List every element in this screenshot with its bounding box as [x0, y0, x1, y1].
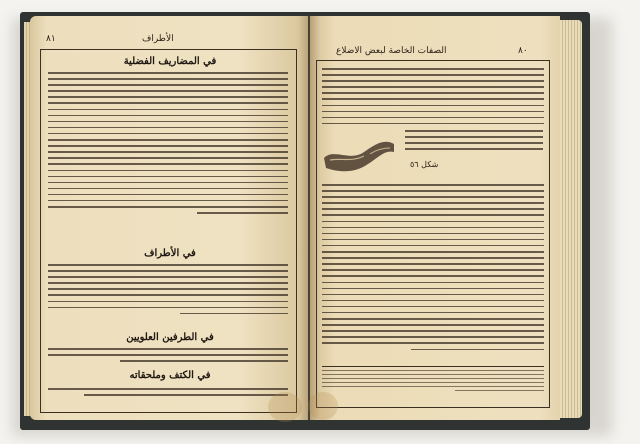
left-paragraph-4: [48, 388, 288, 404]
figure-caption: شكل ٥٦: [410, 160, 439, 169]
left-heading-2: في الأطراف: [144, 248, 196, 259]
right-paragraph-main: [322, 184, 544, 364]
page-stain: [308, 392, 338, 420]
page-stain: [268, 392, 302, 422]
right-footnote: [322, 370, 544, 402]
left-paragraph-3: [48, 348, 288, 368]
left-paragraph-2: [48, 264, 288, 322]
right-page-number: ٨٠: [518, 46, 528, 56]
footnote-divider: [322, 366, 544, 367]
right-paragraph-beside-figure: [405, 130, 543, 160]
left-heading-4: في الكتف وملحقاته: [129, 370, 211, 381]
left-heading-1: في المضاريف الفضلية: [123, 56, 217, 67]
rib-illustration: [320, 128, 400, 184]
right-page: [310, 16, 560, 420]
right-paragraph-top: [322, 68, 544, 130]
right-page-header: الصفات الخاصة لبعض الاضلاع: [336, 46, 447, 56]
left-heading-3: في الطرفين العلويين: [126, 332, 214, 343]
left-page-header: الأطراف: [142, 34, 174, 44]
book-gutter: [298, 16, 320, 420]
left-page-number: ٨١: [46, 34, 56, 44]
left-page: [30, 16, 308, 420]
left-paragraph-1: [48, 72, 288, 222]
right-page-edges: [560, 20, 582, 418]
